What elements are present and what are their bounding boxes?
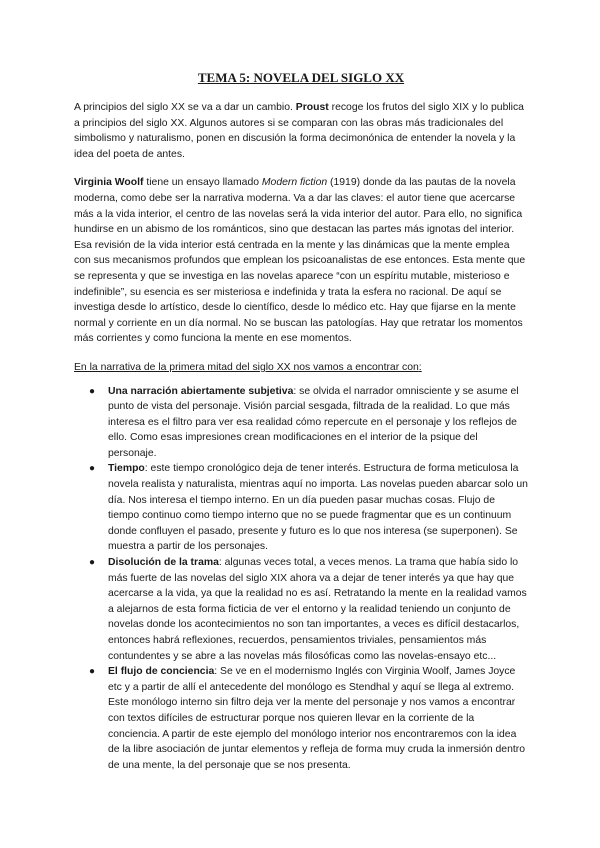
item-text: : se olvida el narrador omnisciente y se asume el punto de vista del personaje. Visión parcial sesgada, filtrada de la realidad. Lo que más interesa es el filtro para ver esa realidad cómo repercute en el personaje y los reflejos de ello. Como esas impresiones crean modificaciones en el interior de la psique del personaje.: [108, 385, 519, 459]
woolf-paragraph: [74, 175, 528, 347]
section-heading: [74, 360, 528, 376]
woolf-text-2: (1919) donde da las pautas de la novela moderna, como debe ser la narrativa moderna. Va a dar las claves: el autor tiene que acercarse más a la vida interior, el centro de las novelas será la vida interior del autor. Para ello, no significa hundirse en un abismo de los románticos, sino que destacan las partes más ignotas del interior. Esa revisión de la vida interior está centrada en la mente y las dinámicas que la mente emplea con sus mecanismos profundos que emplean los psicoanalistas de ese entonces. Esta mente que se representa y que se investiga en las novelas aparece “con un espíritu mutable, misterioso e indefinible”, su esencia es ser misteriosa e indefinida y trata la esfera no racional. De aquí se investiga desde lo artístico, desde lo científico, desde lo médico etc. Hay que fijarse en la mente normal y corriente en un día normal. No se buscan las patologías. Hay que retratar los momentos más corrientes y como funciona la mente en ese momentos.: [74, 177, 526, 345]
woolf-text-1: tiene un ensayo llamado: [143, 177, 262, 189]
section-heading-colon: :: [418, 361, 422, 373]
item-term: Una narración abiertamente subjetiva: [108, 385, 294, 397]
section-heading-text: En la narrativa de la primera mitad del siglo XX nos vamos a encontrar con: [74, 361, 419, 373]
bullet-icon: ●: [89, 666, 96, 678]
intro-text-2: recoge los frutos del siglo XIX y lo publica a principios del siglo XX. Algunos autores si se comparan con las obras más tradicionales del simbolismo y naturalismo, ponen en discusión la forma decimonónica de entender la novela y la idea del poeta de antes.: [74, 102, 524, 160]
item-term: Disolución de la trama: [108, 557, 219, 569]
woolf-name: Virginia Woolf: [74, 177, 144, 189]
intro-paragraph: [74, 100, 528, 162]
item-text: : Se ve en el modernismo Inglés con Virginia Woolf, James Joyce etc y a partir de allí el antecedente del monólogo es Stendhal y aquí se llega al extremo. Este monólogo interno sin filtro deja ver la mente del personaje y nos vamos a encontrar con textos difíciles de estructurar porque nos quieren llevar en la corriente de la conciencia. A partir de este ejemplo del monólogo interior nos encontraremos con la idea de la libre asociación de juntar elementos y refleja de forma muy cruda la inmersión dentro de una mente, la del personaje que se nos presenta.: [108, 666, 525, 771]
item-term: El flujo de conciencia: [108, 666, 215, 678]
item-term: Tiempo: [108, 463, 145, 475]
essay-title: Modern fiction: [261, 177, 328, 189]
list-item: [89, 461, 528, 555]
item-text: : algunas veces total, a veces menos. La trama que había sido lo más fuerte de las novelas del siglo XIX ahora va a dejar de tener interés ya que hay que acercarse a la vida, ya que la realidad no es así. Retratando la mente en la realidad vamos a alejarnos de esta forma ficticia de ver el entorno y la realidad teniendo un conjunto de novelas donde los acontecimientos no son tan importantes, a veces es difícil destacarlos, entonces habrá reflexiones, recuerdos, pensamientos triviales, pensamientos más contundentes y se abre a las novelas más filosóficas como las novelas-ensayo etc...: [108, 557, 527, 662]
list-item: [89, 664, 528, 773]
bullet-icon: ●: [89, 463, 96, 475]
bullet-icon: ●: [89, 385, 96, 397]
features-list: [74, 384, 528, 774]
list-item: [89, 384, 528, 462]
document-page: [74, 70, 528, 773]
item-text: : este tiempo cronológico deja de tener interés. Estructura de forma meticulosa la novela realista y naturalista, mientras aquí no importa. Las novelas pueden abarcar solo un día. Nos interesa el tiempo interno. En un día pueden pasar muchas cosas. Flujo de tiempo continuo como tiempo interno que no se puede fragmentar que es un continuum donde confluyen el pasado, presente y futuro es lo que nos interesa (se superponen). Se muestra a partir de los personajes.: [108, 463, 528, 553]
proust-name: Proust: [295, 102, 329, 113]
intro-text-1: A principios del siglo XX se va a dar un cambio.: [74, 102, 296, 113]
bullet-icon: ●: [89, 557, 96, 569]
list-item: [89, 555, 528, 664]
page-title: TEMA 5: NOVELA DEL SIGLO XX: [197, 70, 405, 85]
